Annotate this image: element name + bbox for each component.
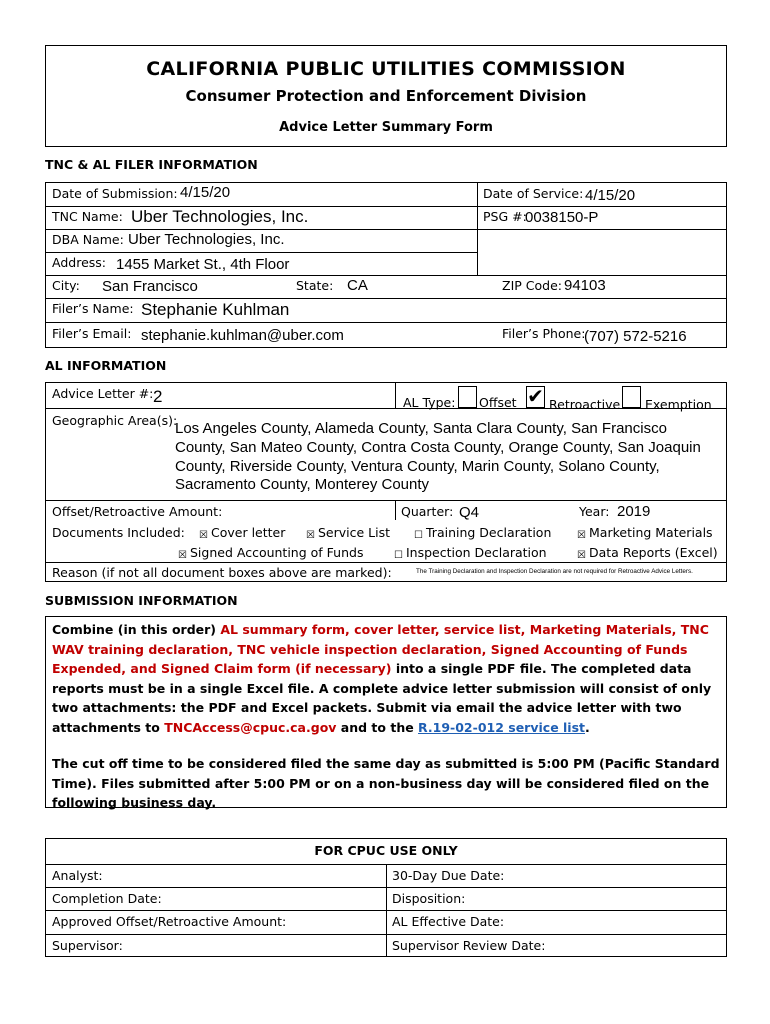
geographic-area-label: Geographic Area(s): [52, 413, 178, 428]
doc-signed-accounting[interactable]: ☒ Signed Accounting of Funds [178, 545, 364, 561]
offset-label: Offset [479, 395, 517, 410]
exemption-label: Exemption [645, 397, 712, 412]
al-section-heading: AL INFORMATION [45, 358, 167, 373]
state-label: State: [296, 278, 334, 293]
filer-phone-field[interactable]: (707) 572-5216 [584, 328, 687, 345]
quarter-label: Quarter: [401, 504, 454, 519]
doc-inspection-declaration[interactable]: ☐ Inspection Declaration [394, 545, 547, 561]
advice-letter-field[interactable]: 2 [153, 387, 163, 406]
form-name: Advice Letter Summary Form [279, 120, 493, 135]
doc-service-list[interactable]: ☒ Service List [306, 525, 391, 541]
date-of-service-label: Date of Service: [483, 186, 584, 201]
analyst-label: Analyst: [52, 868, 103, 883]
due-date-label: 30-Day Due Date: [392, 868, 505, 883]
unchecked-box-icon: ☐ [394, 550, 403, 561]
filer-name-label: Filer’s Name: [52, 301, 134, 316]
zip-label: ZIP Code: [502, 278, 562, 293]
state-field[interactable]: CA [347, 277, 368, 294]
geographic-area-line-1[interactable]: Los Angeles County, Alameda County, Santa Clara County, San Francisco [175, 420, 667, 437]
zip-field[interactable]: 94103 [564, 277, 606, 294]
checked-box-icon: ☒ [577, 550, 586, 561]
exemption-checkbox[interactable] [622, 386, 641, 408]
unchecked-box-icon: ☐ [414, 530, 423, 541]
geographic-area-line-4[interactable]: Sacramento County, Monterey County [175, 476, 430, 493]
tnc-name-label: TNC Name: [52, 209, 123, 224]
tnc-access-email-link[interactable]: TNCAccess@cpuc.ca.gov [164, 719, 337, 735]
offset-amount-label: Offset/Retroactive Amount: [52, 504, 223, 519]
offset-checkbox[interactable] [458, 386, 477, 408]
doc-marketing-materials[interactable]: ☒ Marketing Materials [577, 525, 713, 541]
checked-box-icon: ☒ [306, 530, 315, 541]
city-field[interactable]: San Francisco [102, 278, 198, 295]
city-label: City: [52, 278, 80, 293]
filer-name-field[interactable]: Stephanie Kuhlman [141, 300, 290, 319]
supervisor-label: Supervisor: [52, 938, 123, 953]
approved-amount-label: Approved Offset/Retroactive Amount: [52, 914, 287, 929]
doc-data-reports[interactable]: ☒ Data Reports (Excel) [577, 545, 718, 561]
retroactive-checkbox[interactable]: ✔ [527, 384, 544, 408]
dba-label: DBA Name: [52, 232, 124, 247]
documents-included-label: Documents Included: [52, 525, 185, 540]
retroactive-label: Retroactive [549, 397, 621, 412]
page-title: CALIFORNIA PUBLIC UTILITIES COMMISSION [146, 58, 626, 80]
date-of-submission-label: Date of Submission: [52, 186, 178, 201]
checked-box-icon: ☒ [178, 550, 187, 561]
year-field[interactable]: 2019 [617, 503, 651, 520]
completion-date-label: Completion Date: [52, 891, 162, 906]
submission-section-heading: SUBMISSION INFORMATION [45, 593, 238, 608]
geographic-area-line-3[interactable]: County, Riverside County, Ventura County, Marin County, Solano County, [175, 458, 660, 475]
psg-field[interactable]: 0038150-P [525, 209, 599, 226]
submission-paragraph-2: The cut off time to be considered filed the same day as submitted is 5:00 PM (Pacific Standard Time). Files submitted after 5:00 PM or on a non-business day will be considered filed on the following business day. [52, 756, 720, 810]
supervisor-review-date-label: Supervisor Review Date: [392, 938, 546, 953]
geographic-area-line-2[interactable]: County, San Mateo County, Contra Costa County, Orange County, San Joaquin [175, 439, 701, 456]
submission-paragraph-1: Combine (in this order) AL summary form, cover letter, service list, Marketing Materials, TNC WAV training declaration, TNC vehicle inspection declaration, Signed Accounting of Funds Expended, and Signed Claim form (if necessary) into a single PDF file. The completed data reports must be in a single Excel file. A complete advice letter submission will consist of only two attachments: the PDF and Excel packets. Submit via email the advice letter with two attachments to TNCAccess@cpuc.ca.gov and to the R.19-02-012 service list. [52, 622, 712, 735]
address-field[interactable]: 1455 Market St., 4th Floor [116, 256, 290, 273]
advice-letter-label: Advice Letter #: [52, 386, 154, 401]
checked-box-icon: ☒ [199, 530, 208, 541]
date-of-service-field[interactable]: 4/15/20 [585, 187, 636, 204]
reason-label: Reason (if not all document boxes above are marked): [52, 565, 392, 580]
disposition-label: Disposition: [392, 891, 466, 906]
quarter-field[interactable]: Q4 [459, 504, 480, 521]
filer-email-label: Filer’s Email: [52, 326, 132, 341]
filer-email-field[interactable]: stephanie.kuhlman@uber.com [141, 327, 344, 344]
reason-field[interactable]: The Training Declaration and Inspection Declaration are not required for Retroactive Advice Letters. [416, 568, 693, 575]
doc-training-declaration[interactable]: ☐ Training Declaration [414, 525, 552, 541]
service-list-link[interactable]: R.19-02-012 service list [418, 719, 586, 735]
psg-label: PSG #: [483, 209, 527, 224]
effective-date-label: AL Effective Date: [392, 914, 505, 929]
filer-phone-label: Filer’s Phone: [502, 326, 586, 341]
doc-cover-letter[interactable]: ☒ Cover letter [199, 525, 286, 541]
dba-field[interactable]: Uber Technologies, Inc. [128, 231, 285, 248]
date-of-submission-field[interactable]: 4/15/20 [180, 184, 231, 201]
cpuc-use-heading: FOR CPUC USE ONLY [314, 843, 458, 858]
division-title: Consumer Protection and Enforcement Division [185, 87, 587, 105]
year-label: Year: [579, 504, 610, 519]
address-label: Address: [52, 255, 106, 270]
al-type-label: AL Type: [403, 395, 456, 410]
checked-box-icon: ☒ [577, 530, 586, 541]
filer-section-heading: TNC & AL FILER INFORMATION [45, 157, 258, 172]
tnc-name-field[interactable]: Uber Technologies, Inc. [131, 207, 309, 226]
